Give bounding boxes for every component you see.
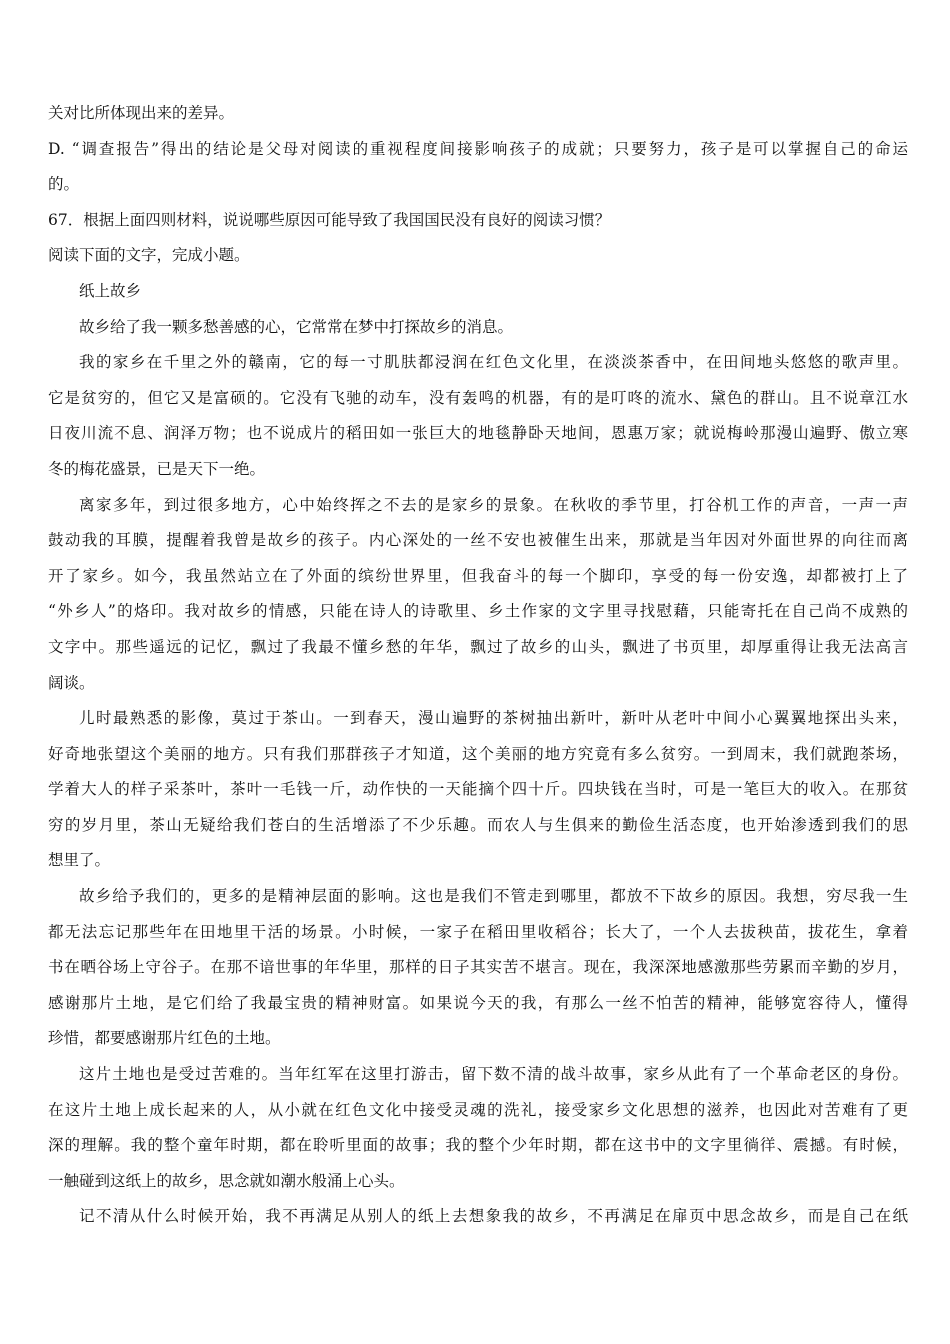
paragraph-line: 阔谈。 <box>48 673 95 692</box>
paragraph-line: 冬的梅花盛景，已是天下一绝。 <box>48 459 266 478</box>
paragraph-line: 文字中。那些遥远的记忆，飘过了我最不懂乡愁的年华，飘过了故乡的山头，飘进了书页里，却厚重得让我无法高言 <box>48 637 908 656</box>
question-67: 67．根据上面四则材料，说说哪些原因可能导致了我国国民没有良好的阅读习惯？ <box>48 210 611 229</box>
paragraph-line: 日夜川流不息、润泽万物；也不说成片的稻田如一张巨大的地毯静卧天地间，恩惠万家；就说梅岭那漫山遍野、傲立寒 <box>48 424 908 443</box>
paragraph-line: 感谢那片土地，是它们给了我最宝贵的精神财富。如果说今天的我，有那么一丝不怕苦的精神，能够宽容待人，懂得 <box>48 993 908 1012</box>
paragraph-line: 开了家乡。如今，我虽然站立在了外面的缤纷世界里，但我奋斗的每一个脚印，享受的每一份安逸，却都被打上了 <box>48 566 908 585</box>
paragraph-line: 好奇地张望这个美丽的地方。只有我们那群孩子才知道，这个美丽的地方究竟有多么贫穷。一到周末，我们就跑茶场， <box>48 744 908 763</box>
paragraph-line: 记不清从什么时候开始，我不再满足从别人的纸上去想象我的故乡，不再满足在扉页中思念故乡，而是自己在纸 <box>79 1207 908 1226</box>
paragraph-line: “外乡人”的烙印。我对故乡的情感，只能在诗人的诗歌里、乡土作家的文字里寻找慰藉，只能寄托在自己尚不成熟的 <box>48 602 908 621</box>
text-line: 的。 <box>48 175 80 194</box>
option-d-line: D. “调查报告”得出的结论是父母对阅读的重视程度间接影响孩子的成就；只要努力，孩子是可以掌握自己的命运 <box>48 139 908 158</box>
text-line: 关对比所体现出来的差异。 <box>48 104 235 122</box>
paragraph-line: 学着大人的样子采茶叶，茶叶一毛钱一斤，动作快的一天能摘个四十斤。四块钱在当时，可是一笔巨大的收入。在那贫 <box>48 780 908 799</box>
reading-instruction: 阅读下面的文字，完成小题。 <box>48 246 250 265</box>
paragraph-line: 书在晒谷场上守谷子。在那不谙世事的年华里，那样的日子其实苦不堪言。现在，我深深地感激那些劳累而辛勤的岁月， <box>48 958 908 977</box>
paragraph-line: 深的理解。我的整个童年时期，都在聆听里面的故事；我的整个少年时期，都在这书中的文字里徜徉、震撼。有时候， <box>48 1136 908 1155</box>
paragraph-line: 一触碰到这纸上的故乡，思念就如潮水般涌上心头。 <box>48 1171 405 1190</box>
paragraph-line: 这片土地也是受过苦难的。当年红军在这里打游击，留下数不清的战斗故事，家乡从此有了一个革命老区的身份。 <box>79 1065 908 1084</box>
paragraph-line: 穷的岁月里，茶山无疑给我们苍白的生活增添了不少乐趣。而农人与生俱来的勤俭生活态度，也开始渗透到我们的思 <box>48 815 908 834</box>
paragraph-line: 想里了。 <box>48 851 111 870</box>
paragraph-line: 我的家乡在千里之外的赣南，它的每一寸肌肤都浸润在红色文化里，在淡淡茶香中，在田间地头悠悠的歌声里。 <box>79 353 908 372</box>
paragraph-line: 鼓动我的耳膜，提醒着我曾是故乡的孩子。内心深处的一丝不安也被催生出来，那就是当年因对外面世界的向往而离 <box>48 531 908 550</box>
paragraph-line: 在这片土地上成长起来的人，从小就在红色文化中接受灵魂的洗礼，接受家乡文化思想的滋养，也因此对苦难有了更 <box>48 1100 908 1119</box>
paragraph-line: 都无法忘记那些年在田地里干活的场景。小时候，一家子在稻田里收稻谷；长大了，一个人去拔秧苗，拔花生，拿着 <box>48 922 908 941</box>
paragraph-line: 儿时最熟悉的影像，莫过于茶山。一到春天，漫山遍野的茶树抽出新叶，新叶从老叶中间小心翼翼地探出头来， <box>79 709 908 728</box>
paragraph-line: 它是贫穷的，但它又是富硕的。它没有飞驰的动车，没有轰鸣的机器，有的是叮咚的流水、黛色的群山。且不说章江水 <box>48 388 908 407</box>
document-page <box>48 96 908 1235</box>
paragraph-line: 故乡给予我们的，更多的是精神层面的影响。这也是我们不管走到哪里，都放不下故乡的原因。我想，穷尽我一生 <box>79 887 908 906</box>
paragraph-line: 珍惜，都要感谢那片红色的土地。 <box>48 1029 281 1048</box>
paragraph-line: 故乡给了我一颗多愁善感的心，它常常在梦中打探故乡的消息。 <box>79 317 514 336</box>
article-title: 纸上故乡 <box>79 281 142 300</box>
paragraph-line: 离家多年，到过很多地方，心中始终挥之不去的是家乡的景象。在秋收的季节里，打谷机工作的声音，一声一声 <box>79 495 908 514</box>
